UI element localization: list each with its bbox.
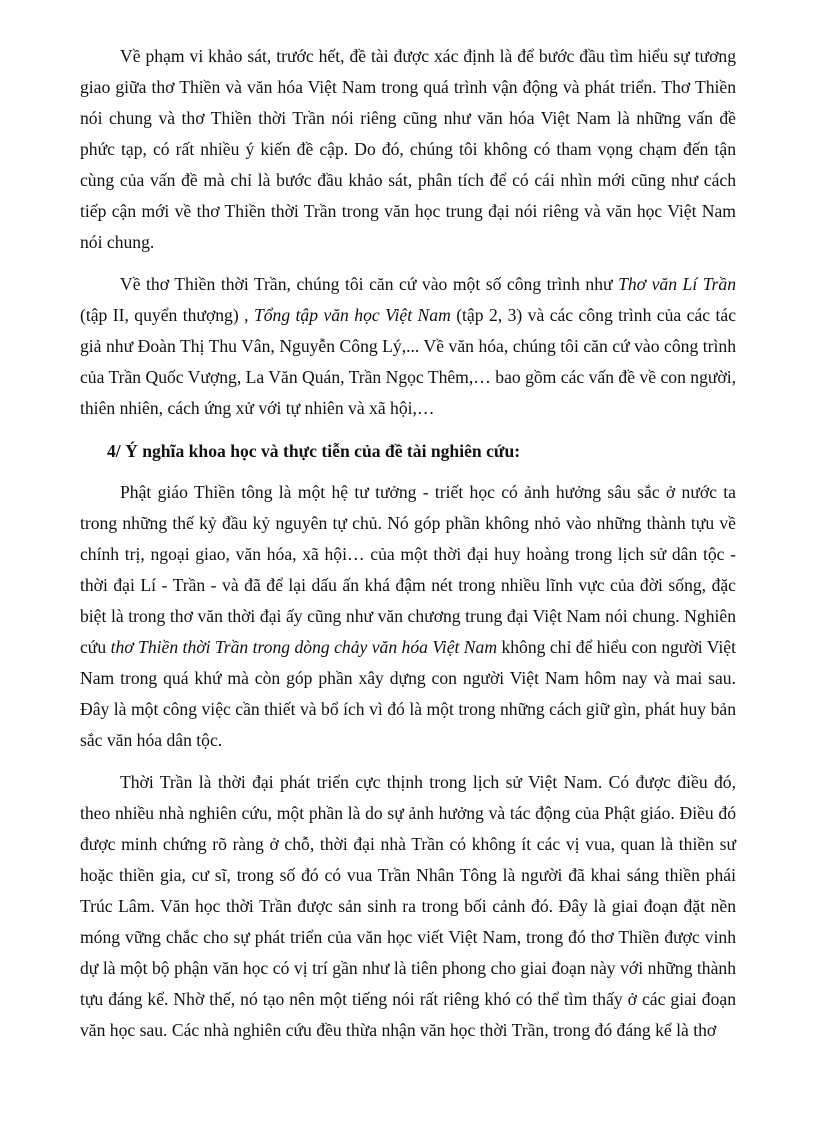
- book-title: Thơ văn Lí Trần: [618, 274, 736, 294]
- paragraph-scope: Về phạm vi khảo sát, trước hết, đề tài được xác định là để bước đầu tìm hiểu sự tương giao giữa thơ Thiền và văn hóa Việt Nam trong quá trình vận động và phát triển. Thơ Thiền nói chung và thơ Thiền thời Trần nói riêng cũng như văn hóa Việt Nam là những vấn đề phức tạp, có rất nhiều ý kiến đề cập. Do đó, chúng tôi không có tham vọng chạm đến tận cùng của vấn đề mà chỉ là bước đầu khảo sát, phân tích để có cái nhìn mới cũng như cách tiếp cận mới về thơ Thiền thời Trần trong văn học trung đại nói riêng và văn học Việt Nam nói chung.: [80, 46, 736, 252]
- text-run: (tập 2, 3) và các công trình của các tác giả như Đoàn Thị Thu Vân, Nguyễn Công Lý,... Về văn hóa, chúng tôi căn cứ vào công trình của Trần Quốc Vượng, La Văn Quán, Trần Ngọc Thêm,… bao gồm các vấn đề về con người, thiên nhiên, cách ứng xử với tự nhiên và xã hội,…: [80, 305, 736, 418]
- document-page: [80, 41, 736, 1046]
- paragraph-sources: [80, 269, 736, 424]
- text-run: Phật giáo Thiền tông là một hệ tư tưởng - triết học có ảnh hưởng sâu sắc ở nước ta trong những thế kỷ đầu kỷ nguyên tự chủ. Nó góp phần không nhỏ vào những thành tựu về chính trị, ngoại giao, văn hóa, xã hội… của một thời đại huy hoàng trong lịch sử dân tộc - thời đại Lí - Trần - và đã để lại dấu ấn khá đậm nét trong nhiều lĩnh vực của đời sống, đặc biệt là trong thơ văn thời đại ấy cũng như văn chương trung đại Việt Nam nói chung. Nghiên cứu: [80, 482, 736, 657]
- paragraph-tran-dynasty: Thời Trần là thời đại phát triển cực thịnh trong lịch sử Việt Nam. Có được điều đó, theo nhiều nhà nghiên cứu, một phần là do sự ảnh hưởng và tác động của Phật giáo. Điều đó được minh chứng rõ ràng ở chỗ, thời đại nhà Trần có không ít các vị vua, quan là thiền sư hoặc thiền gia, cư sĩ, trong số đó có vua Trần Nhân Tông là người đã khai sáng thiền phái Trúc Lâm. Văn học thời Trần được sản sinh ra trong bối cảnh đó. Đây là giai đoạn đặt nền móng vững chắc cho sự phát triển của văn học viết Việt Nam, trong đó thơ Thiền được vinh dự là một bộ phận văn học có vị trí gần như là tiên phong cho giai đoạn này với những thành tựu đáng kể. Nhờ thế, nó tạo nên một tiếng nói rất riêng khó có thể tìm thấy ở các giai đoạn văn học sau. Các nhà nghiên cứu đều thừa nhận văn học thời Trần, trong đó đáng kể là thơ: [80, 772, 736, 1040]
- paragraph-significance: [80, 477, 736, 756]
- text-run: không chỉ để hiểu con người Việt Nam trong quá khứ mà còn góp phần xây dựng con người Việt Nam hôm nay và mai sau. Đây là một công việc cần thiết và bổ ích vì đó là một trong những cách giữ gìn, phát huy bản sắc văn hóa dân tộc.: [80, 637, 736, 750]
- text-run: (tập II, quyển thượng) ,: [80, 305, 254, 325]
- text-run: Về thơ Thiền thời Trần, chúng tôi căn cứ vào một số công trình như: [120, 274, 619, 294]
- book-title: Tổng tập văn học Việt Nam: [253, 305, 451, 325]
- section-heading: 4/ Ý nghĩa khoa học và thực tiễn của đề tài nghiên cứu:: [107, 441, 521, 461]
- topic-title: thơ Thiền thời Trần trong dòng chảy văn hóa Việt Nam: [110, 637, 498, 657]
